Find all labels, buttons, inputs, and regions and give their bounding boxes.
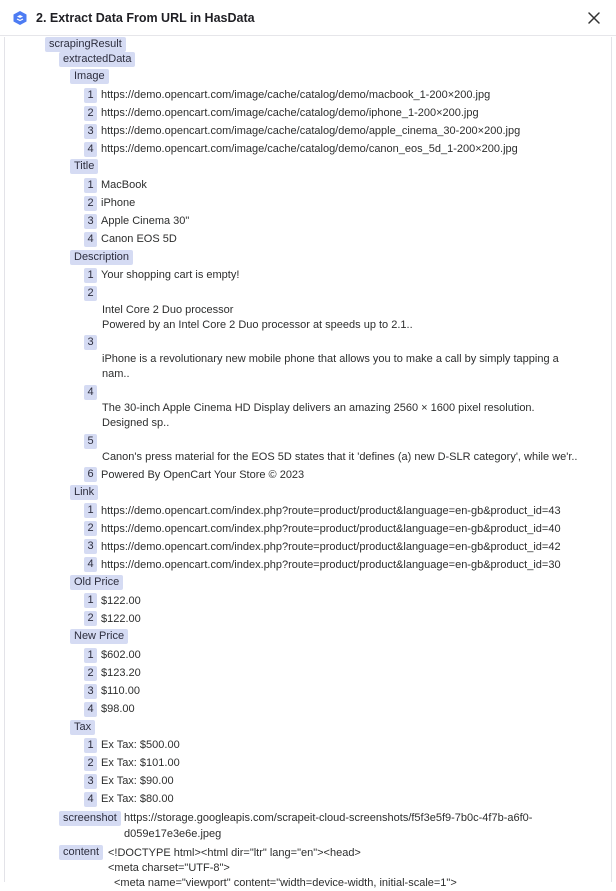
- new-price-value: $123.20: [101, 667, 141, 679]
- description-value: Designed sp..: [102, 417, 170, 429]
- key-screenshot[interactable]: screenshot: [59, 811, 121, 826]
- description-value: Powered By OpenCart Your Store © 2023: [101, 469, 305, 481]
- index-badge: 3: [84, 774, 97, 789]
- image-value: https://demo.opencart.com/image/cache/catalog/demo/canon_eos_5d_1-200×200.jpg: [101, 143, 518, 155]
- index-badge: 4: [84, 385, 97, 400]
- key-old-price[interactable]: Old Price: [70, 575, 123, 590]
- description-value: Powered by an Intel Core 2 Duo processor at speeds up to 2.1..: [102, 319, 413, 331]
- content-value: <meta charset="UTF-8">: [108, 862, 230, 874]
- new-price-value: $98.00: [101, 703, 135, 715]
- key-scraping-result[interactable]: scrapingResult: [45, 37, 126, 52]
- index-badge: 2: [84, 666, 97, 681]
- description-value: The 30-inch Apple Cinema HD Display delivers an amazing 2560 × 1600 pixel resolution.: [102, 402, 535, 414]
- index-badge: 4: [84, 232, 97, 247]
- data-tree-panel[interactable]: [4, 37, 612, 889]
- new-price-value: $602.00: [101, 649, 141, 661]
- screenshot-value: https://storage.googleapis.com/scrapeit-cloud-screenshots/f5f3e5f9-7b0c-4f7b-a6f0-: [124, 812, 533, 824]
- key-image[interactable]: Image: [70, 69, 109, 84]
- index-badge: 1: [84, 268, 97, 283]
- index-badge: 4: [84, 557, 97, 572]
- image-value: https://demo.opencart.com/image/cache/catalog/demo/iphone_1-200×200.jpg: [101, 107, 479, 119]
- link-value: https://demo.opencart.com/index.php?route=product/product&language=en-gb&product_id=42: [101, 541, 561, 553]
- index-badge: 3: [84, 214, 97, 229]
- index-badge: 1: [84, 88, 97, 103]
- index-badge: 4: [84, 142, 97, 157]
- index-badge: 2: [84, 521, 97, 536]
- index-badge: 5: [84, 434, 97, 449]
- image-value: https://demo.opencart.com/image/cache/catalog/demo/apple_cinema_30-200×200.jpg: [101, 125, 521, 137]
- description-value: Canon's press material for the EOS 5D states that it 'defines (a) new D-SLR category', while we'r..: [102, 451, 578, 463]
- title-value: MacBook: [101, 179, 147, 191]
- key-description[interactable]: Description: [70, 250, 133, 265]
- modal-title: 2. Extract Data From URL in HasData: [36, 10, 255, 25]
- image-value: https://demo.opencart.com/image/cache/catalog/demo/macbook_1-200×200.jpg: [101, 89, 491, 101]
- tax-value: Ex Tax: $90.00: [101, 775, 174, 787]
- tax-value: Ex Tax: $500.00: [101, 739, 180, 751]
- key-extracted-data[interactable]: extractedData: [59, 52, 135, 67]
- link-value: https://demo.opencart.com/index.php?route=product/product&language=en-gb&product_id=40: [101, 523, 561, 535]
- index-badge: 1: [84, 503, 97, 518]
- modal-header: [0, 0, 616, 36]
- index-badge: 2: [84, 611, 97, 626]
- key-tax[interactable]: Tax: [70, 720, 95, 735]
- title-value: Apple Cinema 30": [101, 215, 190, 227]
- index-badge: 2: [84, 756, 97, 771]
- index-badge: 1: [84, 648, 97, 663]
- content-value: <meta name="viewport" content="width=device-width, initial-scale=1">: [114, 877, 457, 889]
- index-badge: 3: [84, 539, 97, 554]
- index-badge: 1: [84, 738, 97, 753]
- description-value: iPhone is a revolutionary new mobile phone that allows you to make a call by simply tapping a: [102, 353, 559, 365]
- index-badge: 2: [84, 196, 97, 211]
- title-value: iPhone: [101, 197, 136, 209]
- screenshot-value: d059e17e3e6e.jpeg: [124, 828, 222, 840]
- index-badge: 3: [84, 684, 97, 699]
- old-price-value: $122.00: [101, 595, 141, 607]
- key-title[interactable]: Title: [70, 159, 98, 174]
- index-badge: 1: [84, 178, 97, 193]
- key-new-price[interactable]: New Price: [70, 629, 128, 644]
- new-price-value: $110.00: [101, 685, 140, 697]
- index-badge: 3: [84, 124, 97, 139]
- index-badge: 3: [84, 335, 97, 350]
- index-badge: 4: [84, 702, 97, 717]
- index-badge: 2: [84, 286, 97, 301]
- tax-value: Ex Tax: $80.00: [101, 793, 174, 805]
- index-badge: 2: [84, 106, 97, 121]
- description-value: Your shopping cart is empty!: [101, 269, 240, 281]
- link-value: https://demo.opencart.com/index.php?route=product/product&language=en-gb&product_id=43: [101, 505, 561, 517]
- title-value: Canon EOS 5D: [101, 233, 177, 245]
- index-badge: 4: [84, 792, 97, 807]
- tax-value: Ex Tax: $101.00: [101, 757, 180, 769]
- index-badge: 1: [84, 593, 97, 608]
- key-content[interactable]: content: [59, 845, 103, 860]
- old-price-value: $122.00: [101, 613, 141, 625]
- content-value: <!DOCTYPE html><html dir="ltr" lang="en"><head>: [108, 847, 361, 859]
- link-value: https://demo.opencart.com/index.php?route=product/product&language=en-gb&product_id=30: [101, 559, 561, 571]
- hasdata-logo-icon: [12, 10, 28, 26]
- description-value: Intel Core 2 Duo processor: [102, 304, 234, 316]
- key-link[interactable]: Link: [70, 485, 98, 500]
- index-badge: 6: [84, 467, 97, 482]
- close-icon[interactable]: [584, 8, 604, 28]
- description-value: nam..: [102, 368, 130, 380]
